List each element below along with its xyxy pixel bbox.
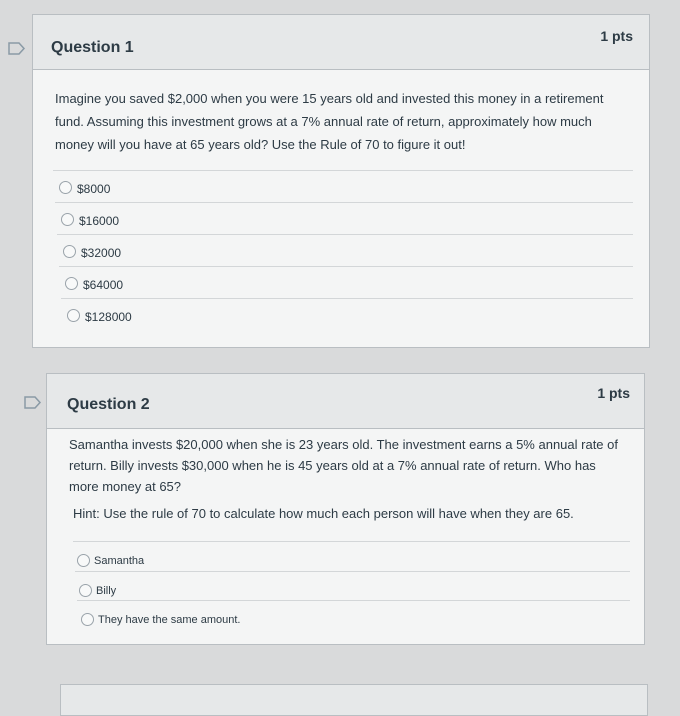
answer-option[interactable] <box>61 298 633 326</box>
answer-option[interactable] <box>73 541 630 569</box>
question-2-hint: Hint: Use the rule of 70 to calculate how much each person will have when they are 65. <box>73 506 574 521</box>
answer-option[interactable] <box>57 234 633 262</box>
flag-question-2-icon[interactable] <box>24 396 42 409</box>
question-2-header <box>47 374 644 429</box>
radio-empty-icon[interactable] <box>63 245 76 258</box>
question-2-points: 1 pts <box>597 385 630 401</box>
radio-empty-icon[interactable] <box>79 584 92 597</box>
radio-empty-icon[interactable] <box>59 181 72 194</box>
answer-label: Billy <box>96 585 117 597</box>
answer-label: Samantha <box>94 555 145 567</box>
divider <box>57 234 633 235</box>
answer-label: $8000 <box>77 182 111 196</box>
question-2-title: Question 2 <box>67 396 150 413</box>
question-1-title: Question 1 <box>51 39 134 56</box>
question-1-points: 1 pts <box>600 28 633 44</box>
answer-label: They have the same amount. <box>98 614 241 626</box>
question-1-text: Imagine you saved $2,000 when you were 15 years old and invested this money in a retirement fund. Assuming this investment grows at a 7% annual rate of return, approximately how much money will you have at 65 years old? Use the Rule of 70 to figure it out! <box>55 91 604 152</box>
radio-empty-icon[interactable] <box>65 277 78 290</box>
answer-label: $64000 <box>83 278 124 292</box>
divider <box>75 571 630 572</box>
radio-empty-icon[interactable] <box>61 213 74 226</box>
question-1-header <box>33 15 649 70</box>
answer-option[interactable] <box>75 571 630 599</box>
question-2-text: Samantha invests $20,000 when she is 23 years old. The investment earns a 5% annual rate of return. Billy invests $30,000 when he is 45 years old at a 7% annual rate of return. Who has more money at 65? <box>69 437 618 494</box>
flag-question-1-icon[interactable] <box>8 42 26 55</box>
divider <box>61 298 633 299</box>
radio-empty-icon[interactable] <box>67 309 80 322</box>
divider <box>55 202 633 203</box>
divider <box>53 170 633 171</box>
radio-empty-icon[interactable] <box>77 554 90 567</box>
answer-label: $32000 <box>81 246 122 260</box>
answer-option[interactable] <box>55 202 633 230</box>
question-2-body <box>47 429 644 644</box>
answer-option[interactable] <box>59 266 633 294</box>
next-question-card <box>60 684 648 716</box>
divider <box>59 266 633 267</box>
radio-empty-icon[interactable] <box>81 613 94 626</box>
question-1-body <box>33 70 649 347</box>
divider <box>73 541 630 542</box>
answer-option[interactable] <box>53 170 633 198</box>
question-1-card <box>32 14 650 348</box>
answer-label: $16000 <box>79 214 120 228</box>
answer-option[interactable] <box>77 600 630 628</box>
question-2-card <box>46 373 645 645</box>
divider <box>77 600 630 601</box>
answer-label: $128000 <box>85 310 132 324</box>
